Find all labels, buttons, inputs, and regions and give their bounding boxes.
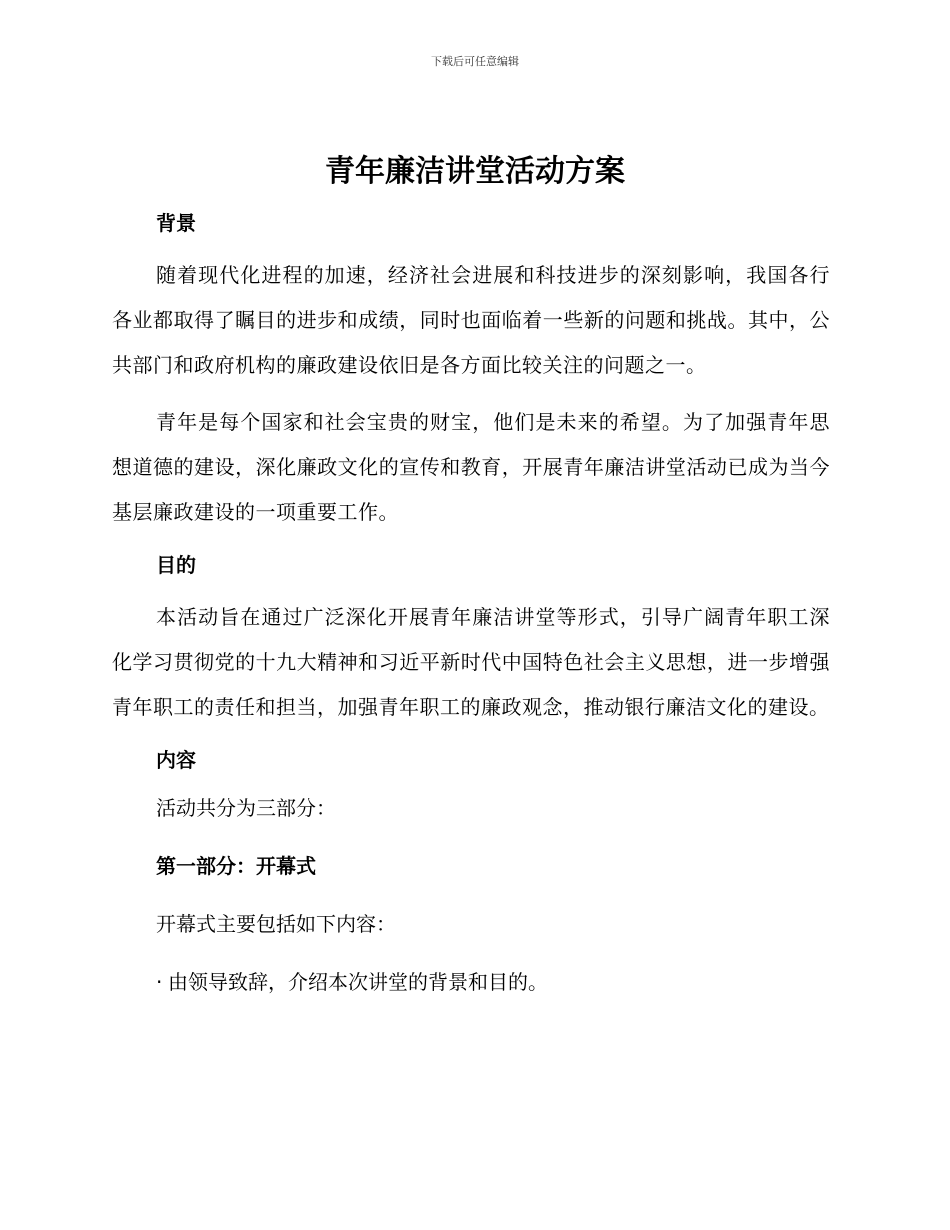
part1-heading: 第一部分：开幕式: [156, 854, 316, 878]
section-heading-purpose: 目的: [156, 553, 196, 577]
bullet-icon: ·: [156, 970, 163, 994]
paragraph: 本活动旨在通过广泛深化开展青年廉洁讲堂等形式，引导广阔青年职工深化学习贯彻党的十九大精神和习近平新时代中国特色社会主义思想，进一步增强青年职工的责任和担当，加强青年职工的廉政观念，推动银行廉洁文化的建设。: [112, 605, 830, 719]
paragraph: 青年是每个国家和社会宝贵的财宝，他们是未来的希望。为了加强青年思想道德的建设，深化廉政文化的宣传和教育，开展青年廉洁讲堂活动已成为当今基层廉政建设的一项重要工作。: [112, 410, 830, 524]
part1-intro: 开幕式主要包括如下内容：: [156, 912, 396, 936]
list-item: [112, 964, 830, 1000]
section-heading-background: 背景: [156, 211, 196, 235]
list-item-text: 由领导致辞，介绍本次讲堂的背景和目的。: [168, 970, 548, 994]
document-body: [112, 205, 830, 1000]
section-heading-content: 内容: [156, 748, 196, 772]
document-title: 青年廉洁讲堂活动方案: [325, 154, 625, 189]
page-header-note: 下载后可任意编辑: [431, 55, 519, 68]
paragraph: 随着现代化进程的加速，经济社会进展和科技进步的深刻影响，我国各行各业都取得了瞩目的进步和成绩，同时也面临着一些新的问题和挑战。其中，公共部门和政府机构的廉政建设依旧是各方面比较关注的问题之一。: [112, 263, 830, 377]
content-intro: 活动共分为三部分：: [156, 796, 336, 820]
